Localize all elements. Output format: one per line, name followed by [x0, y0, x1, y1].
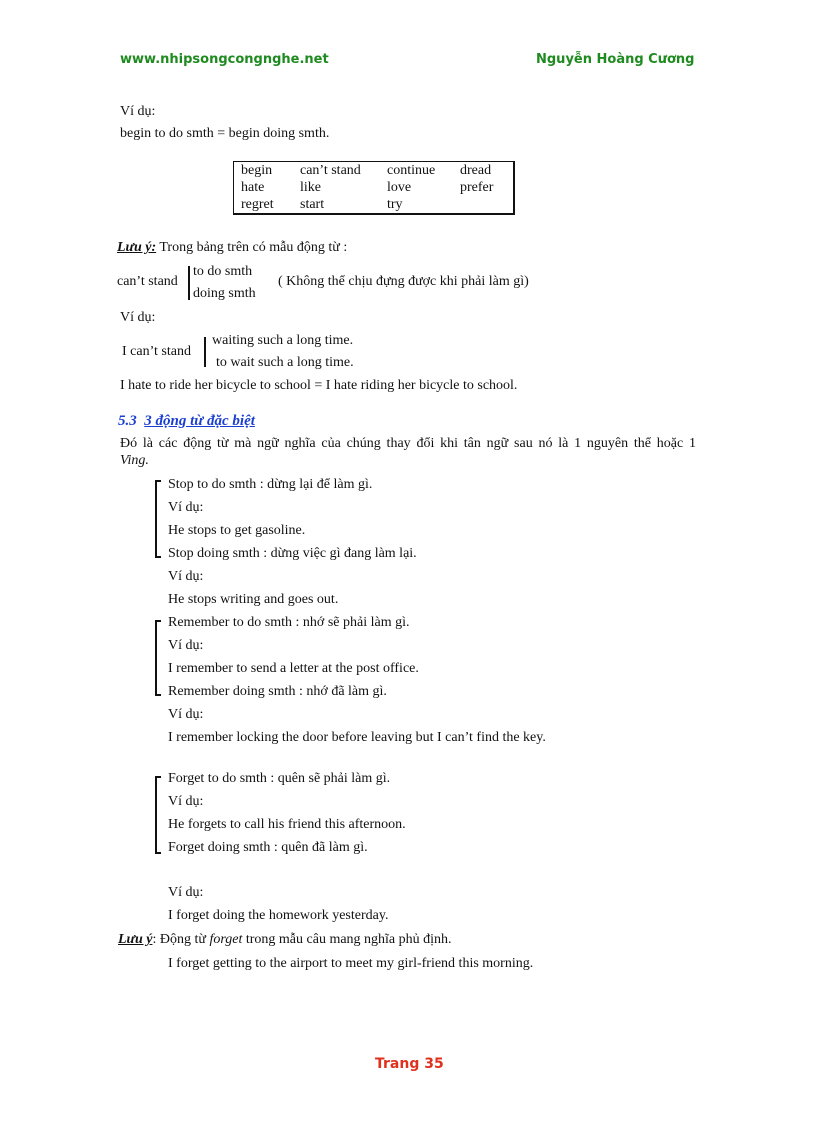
table-row — [234, 162, 515, 180]
table-cell: prefer — [460, 180, 494, 195]
cant-stand-example-label: Ví dụ: — [120, 310, 156, 325]
note-2-colon: : Động từ — [152, 932, 210, 947]
header-website: www.nhipsongcongnghe.net — [120, 52, 329, 67]
hate-example: I hate to ride her bicycle to school = I hate riding her bicycle to school. — [120, 378, 518, 393]
note-2-label: Lưu ý — [118, 932, 153, 947]
table-row — [234, 179, 515, 196]
forget-line-5: Ví dụ: — [168, 885, 204, 900]
stop-line-2: Ví dụ: — [168, 500, 204, 515]
note-2-example: I forget getting to the airport to meet my girl-friend this morning. — [168, 956, 534, 971]
cant-stand-option-2: doing smth — [193, 286, 256, 301]
note-1-label: Lưu ý: — [117, 240, 157, 255]
table-cell: hate — [241, 180, 265, 195]
remember-line-3: I remember to send a letter at the post office. — [168, 661, 419, 676]
cant-stand-meaning: ( Không thể chịu đựng được khi phải làm gì) — [278, 274, 529, 289]
page-number: Trang 35 — [375, 1056, 444, 1072]
stop-line-3: He stops to get gasoline. — [168, 523, 306, 538]
table-cell: start — [300, 197, 325, 212]
brace-bar — [204, 337, 206, 367]
table-cell: try — [387, 197, 403, 212]
remember-line-5: Ví dụ: — [168, 707, 204, 722]
group-bracket — [155, 480, 161, 558]
note-2-word: forget — [209, 932, 243, 947]
cant-stand-lead: can’t stand — [117, 274, 178, 289]
remember-line-4: Remember doing smth : nhớ đã làm gì. — [168, 684, 387, 699]
table-row — [234, 196, 515, 214]
section-description-line-1: Đó là các động từ mà ngữ nghĩa của chúng thay đổi khi tân ngữ sau nó là 1 nguyên thể hoặc 1 — [120, 436, 696, 451]
remember-line-6: I remember locking the door before leaving but I can’t find the key. — [168, 730, 546, 745]
group-bracket — [155, 620, 161, 696]
header-author: Nguyễn Hoàng Cương — [536, 52, 695, 67]
stop-line-5: Ví dụ: — [168, 569, 204, 584]
cant-stand-example-lead: I can’t stand — [122, 344, 191, 359]
forget-line-1: Forget to do smth : quên sẽ phải làm gì. — [168, 771, 391, 786]
forget-line-3: He forgets to call his friend this afternoon. — [168, 817, 406, 832]
forget-line-4: Forget doing smth : quên đã làm gì. — [168, 840, 368, 855]
table-cell: begin — [241, 163, 273, 178]
stop-line-6: He stops writing and goes out. — [168, 592, 339, 607]
section-heading — [118, 413, 255, 430]
table-cell: continue — [387, 163, 436, 178]
table-cell: regret — [241, 197, 274, 212]
intro-example-label: Ví dụ: — [120, 104, 156, 119]
table-cell: like — [300, 180, 321, 195]
forget-line-2: Ví dụ: — [168, 794, 204, 809]
cant-stand-example-option-2: to wait such a long time. — [216, 355, 354, 370]
section-number: 5.3 — [118, 413, 137, 429]
table-cell: love — [387, 180, 412, 195]
stop-line-1: Stop to do smth : dừng lại để làm gì. — [168, 477, 373, 492]
stop-line-4: Stop doing smth : dừng việc gì đang làm lại. — [168, 546, 417, 561]
section-title: 3 động từ đặc biệt — [144, 413, 255, 429]
note-2-rest: trong mẫu câu mang nghĩa phủ định. — [242, 932, 452, 947]
table-cell: can’t stand — [300, 163, 361, 178]
forget-line-6: I forget doing the homework yesterday. — [168, 908, 389, 923]
note-2 — [118, 932, 452, 948]
table-cell: dread — [460, 163, 492, 178]
brace-bar — [188, 266, 190, 300]
intro-example-text: begin to do smth = begin doing smth. — [120, 126, 330, 141]
note-1-text: Trong bảng trên có mẫu động từ : — [156, 240, 348, 255]
group-bracket — [155, 776, 161, 854]
note-1 — [117, 240, 347, 256]
remember-line-2: Ví dụ: — [168, 638, 204, 653]
section-description-line-2: Ving. — [120, 453, 149, 468]
verb-table — [233, 161, 515, 215]
cant-stand-option-1: to do smth — [193, 264, 253, 279]
table-cell — [453, 196, 514, 214]
remember-line-1: Remember to do smth : nhớ sẽ phải làm gì. — [168, 615, 410, 630]
cant-stand-example-option-1: waiting such a long time. — [212, 333, 354, 348]
